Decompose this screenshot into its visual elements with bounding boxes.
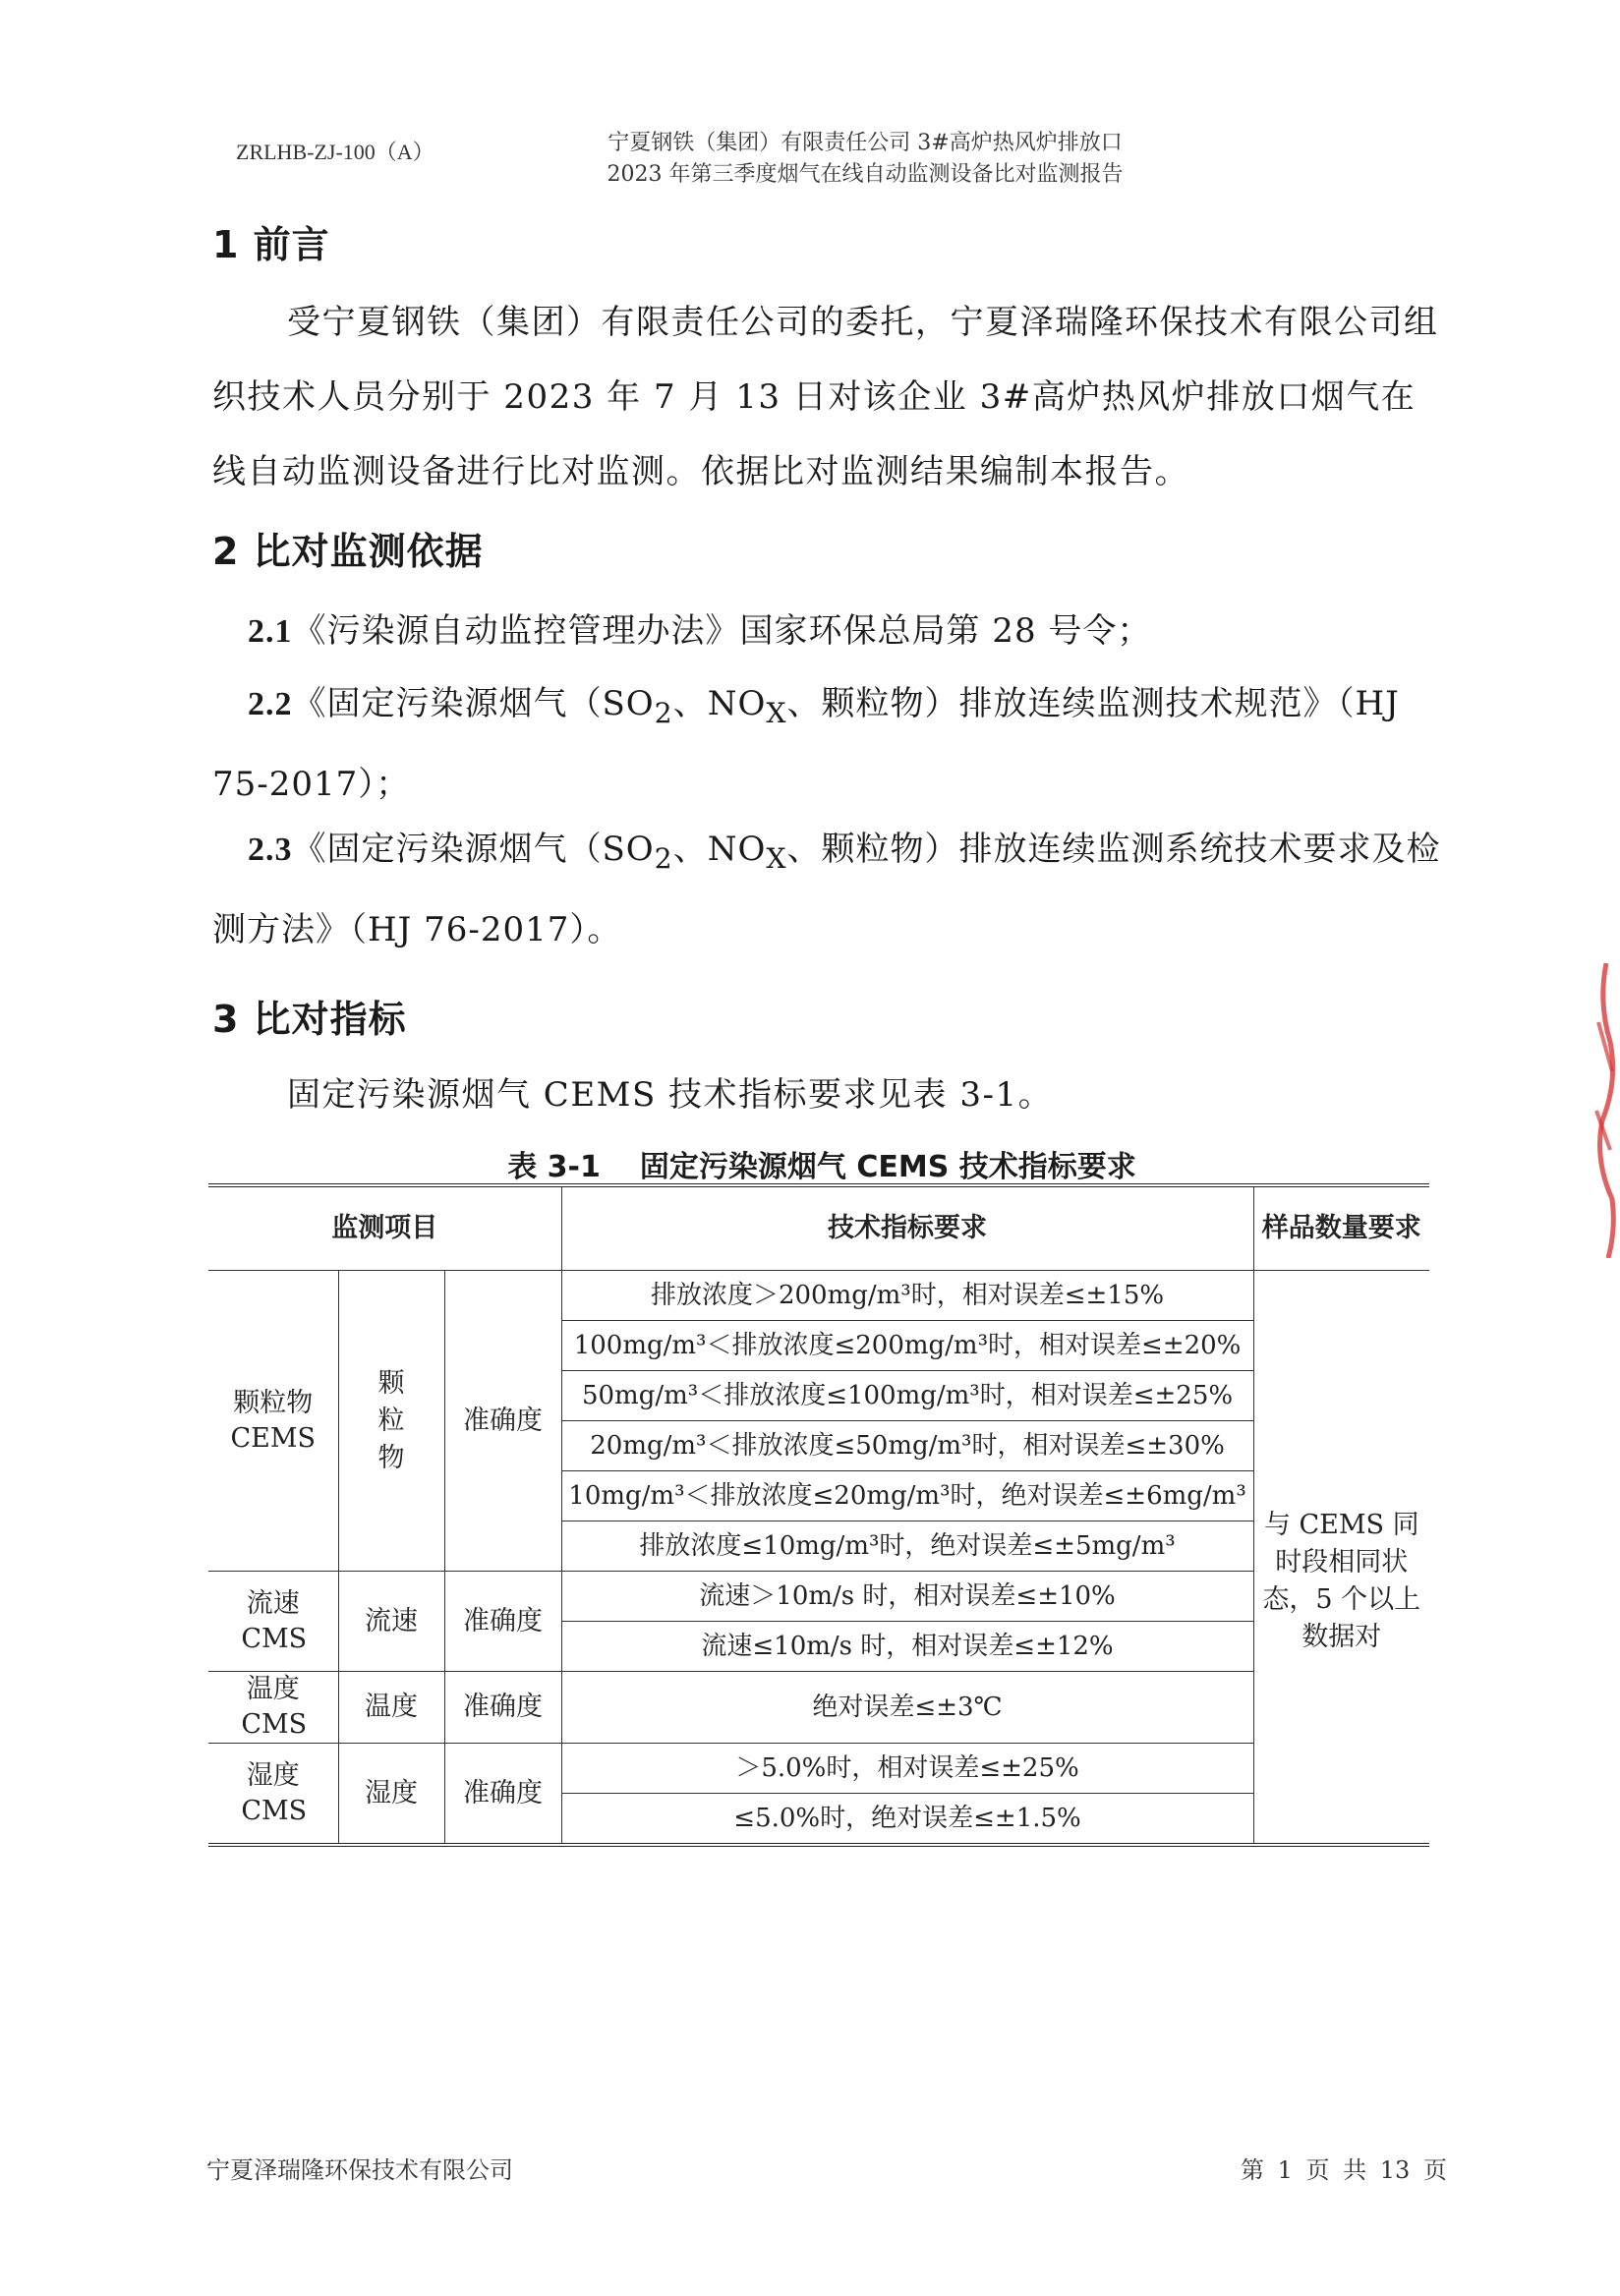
header-technical-requirement: 技术指标要求 [561, 1185, 1253, 1271]
metric-cell: 准确度 [444, 1271, 561, 1572]
section-3-paragraph: 固定污染源烟气 CEMS 技术指标要求见表 3-1。 [287, 1075, 1054, 1115]
section-1-paragraph: 受宁夏钢铁（集团）有限责任公司的委托，宁夏泽瑞隆环保技术有限公司组织技术人员分别于 2023 年 7 月 13 日对该企业 3#高炉热风炉排放口烟气在线自动监测设备进行比对监测。依据比对监测结果编制本报告。 [212, 303, 1439, 491]
reference-text: 、颗粒物）排放连续监测系统技术要求及检测方法》（HJ 76-2017）。 [212, 830, 1441, 949]
table-row [208, 1672, 1429, 1744]
requirement-cell: 20mg/m³＜排放浓度≤50mg/m³时，相对误差≤±30% [561, 1421, 1253, 1471]
metric-cell: 准确度 [444, 1672, 561, 1744]
table-caption-number: 表 3-1 [507, 1150, 601, 1184]
reference-2-3 [212, 814, 1441, 965]
reference-2-1 [212, 596, 1441, 667]
requirement-cell: 排放浓度≤10mg/m³时，绝对误差≤±5mg/m³ [561, 1521, 1253, 1572]
reference-text: 、NO [672, 684, 767, 723]
seal-edge-stamp [1589, 963, 1616, 1258]
section-1-heading: 1 前言 [212, 223, 330, 266]
requirement-cell: 流速≤10m/s 时，相对误差≤±12% [561, 1622, 1253, 1672]
table-row [208, 1271, 1429, 1321]
system-cell: 颗粒物CEMS [208, 1271, 338, 1572]
parameter-cell: 流速 [338, 1572, 444, 1672]
cems-spec-table [208, 1183, 1429, 1847]
table-row [208, 1744, 1429, 1794]
requirement-cell: ＞5.0%时，相对误差≤±25% [561, 1744, 1253, 1794]
reference-text: 、NO [672, 830, 767, 869]
subscript: 2 [654, 841, 673, 875]
metric-cell: 准确度 [444, 1572, 561, 1672]
reference-number: 2.1 [248, 613, 293, 650]
document-code: ZRLHB-ZJ-100（A） [236, 140, 434, 164]
header-sample-requirement: 样品数量要求 [1253, 1185, 1429, 1271]
requirement-cell: 10mg/m³＜排放浓度≤20mg/m³时，绝对误差≤±6mg/m³ [561, 1471, 1253, 1521]
table-caption [212, 1142, 1431, 1185]
metric-cell: 准确度 [444, 1744, 561, 1846]
header-title-line1: 宁夏钢铁（集团）有限责任公司 3#高炉热风炉排放口 [608, 131, 1123, 155]
section-2-heading: 2 比对监测依据 [212, 530, 484, 573]
system-cell: 温度CMS [208, 1672, 338, 1744]
parameter-cell: 湿度 [338, 1744, 444, 1846]
header-monitoring-item: 监测项目 [208, 1185, 561, 1271]
system-cell: 湿度CMS [208, 1744, 338, 1846]
reference-number: 2.2 [248, 686, 293, 722]
requirement-cell: 100mg/m³＜排放浓度≤200mg/m³时，相对误差≤±20% [561, 1321, 1253, 1371]
reference-text: 《固定污染源烟气（SO [292, 830, 655, 869]
reference-text: 《污染源自动监控管理办法》国家环保总局第 28 号令； [292, 611, 1152, 651]
header-title [550, 128, 1180, 191]
requirement-cell: ≤5.0%时，绝对误差≤±1.5% [561, 1794, 1253, 1846]
requirement-cell: 50mg/m³＜排放浓度≤100mg/m³时，相对误差≤±25% [561, 1371, 1253, 1421]
requirement-cell: 排放浓度＞200mg/m³时，相对误差≤±15% [561, 1271, 1253, 1321]
system-cell: 流速CMS [208, 1572, 338, 1672]
footer-company: 宁夏泽瑞隆环保技术有限公司 [206, 2156, 513, 2184]
section-3-heading: 3 比对指标 [212, 998, 407, 1041]
subscript: 2 [654, 696, 673, 729]
header-title-line2: 2023 年第三季度烟气在线自动监测设备比对监测报告 [607, 162, 1124, 187]
subscript: X [766, 841, 787, 875]
requirement-cell: 流速＞10m/s 时，相对误差≤±10% [561, 1572, 1253, 1622]
reference-2-2 [212, 668, 1441, 820]
table-caption-title: 固定污染源烟气 CEMS 技术指标要求 [639, 1150, 1136, 1184]
reference-number: 2.3 [248, 832, 293, 868]
subscript: X [766, 696, 787, 729]
sample-requirement-cell: 与 CEMS 同时段相同状态，5 个以上数据对 [1253, 1271, 1429, 1846]
parameter-cell: 颗粒物 [338, 1271, 444, 1572]
requirement-cell: 绝对误差≤±3℃ [561, 1672, 1253, 1744]
reference-text: 、颗粒物）排放连续监测技术规范》（HJ 75-2017）； [212, 684, 1400, 804]
table-row [208, 1572, 1429, 1622]
table-header-row [208, 1185, 1429, 1271]
footer-page-number: 第 1 页 共 13 页 [1241, 2156, 1447, 2184]
reference-text: 《固定污染源烟气（SO [292, 684, 655, 723]
parameter-cell: 温度 [338, 1672, 444, 1744]
